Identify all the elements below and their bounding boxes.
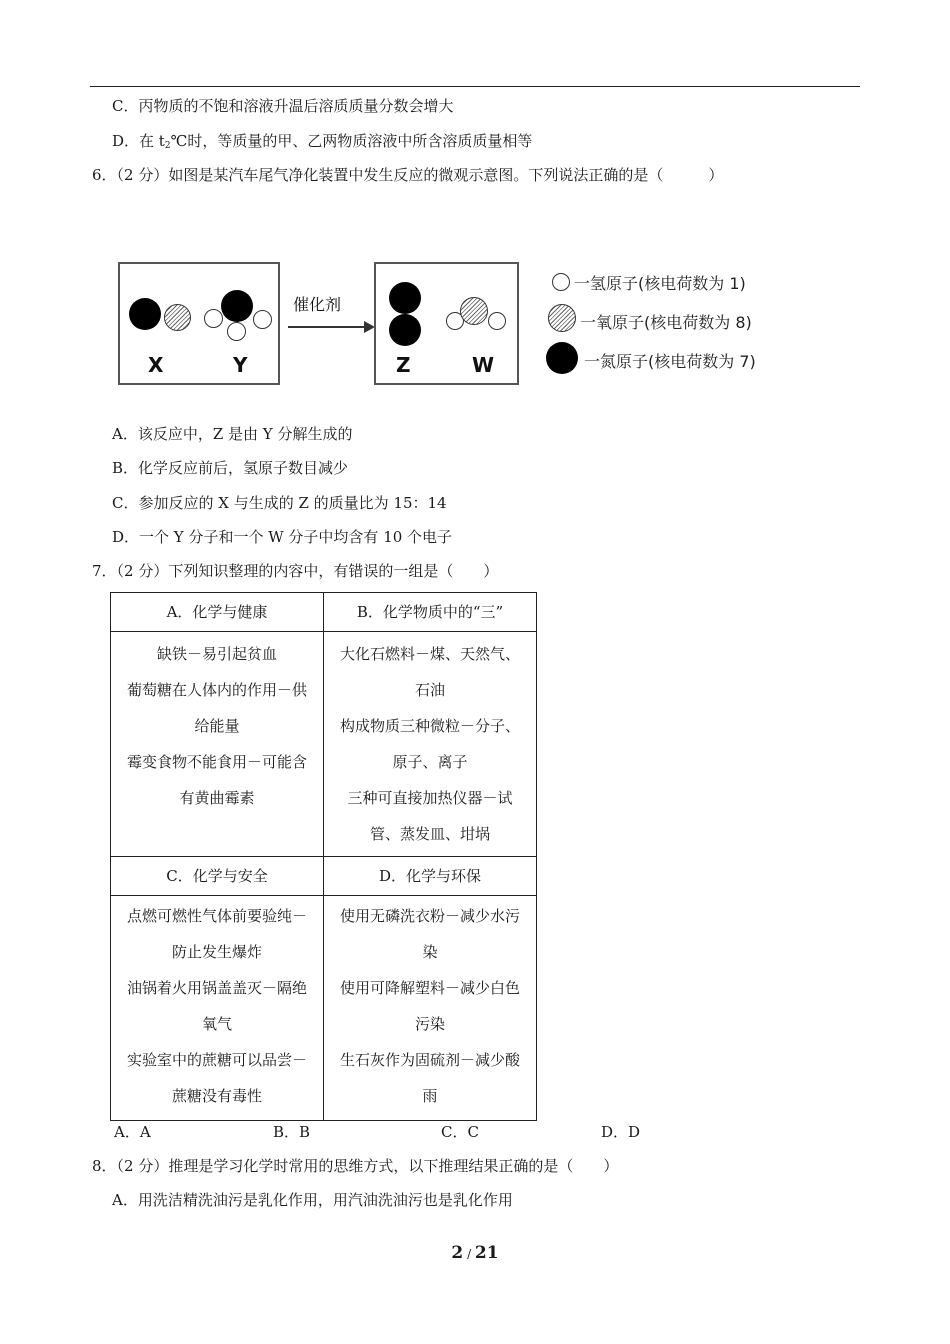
cell-line: 缺铁－易引起贫血 (156, 645, 277, 663)
cell-line: 三种可直接加热仪器－试 (347, 789, 513, 807)
cell-line: 防止发生爆炸 (171, 943, 262, 961)
nitrogen-atom (389, 314, 421, 346)
q7-stem: 7．（2 分）下列知识整理的内容中，有错误的一组是（ ） (92, 562, 499, 580)
legend-hydrogen: 一氢原子(核电荷数为 1) (574, 274, 746, 293)
table-cell-a (111, 632, 324, 857)
cell-line: 管、蒸发皿、坩埚 (369, 825, 490, 843)
table-cell-d (324, 896, 537, 1121)
cell-line: 霉变食物不能食用－可能含 (126, 753, 307, 771)
q6-option-a: A．该反应中，Z 是由 Y 分解生成的 (112, 425, 353, 443)
table-header-b: B．化学物质中的“三” (324, 593, 537, 632)
cell-line: 使用可降解塑料－减少白色 (339, 979, 520, 997)
legend-hydrogen-icon (552, 273, 570, 291)
hydrogen-atom (488, 312, 506, 330)
q7-answer-d: D．D (601, 1123, 641, 1141)
cell-line: 给能量 (194, 717, 240, 735)
legend-oxygen: 一氧原子(核电荷数为 8) (580, 313, 752, 332)
page-number: 2 / 21 (451, 1243, 499, 1263)
cell-line: 使用无磷洗衣粉－减少水污 (339, 907, 520, 925)
table-header-c: C．化学与安全 (111, 857, 324, 896)
hydrogen-atom (204, 309, 223, 328)
cell-line: 蔗糖没有毒性 (171, 1087, 262, 1105)
legend-nitrogen-icon (546, 342, 578, 374)
cell-line: 点燃可燃性气体前要验纯－ (126, 907, 307, 925)
table-cell-b (324, 632, 537, 857)
products-box (374, 262, 519, 385)
header-rule (90, 86, 860, 87)
molecule-label-w: W (472, 353, 495, 377)
cell-line: 葡萄糖在人体内的作用－供 (126, 681, 307, 699)
table-header-d: D．化学与环保 (324, 857, 537, 896)
hydrogen-atom (253, 310, 272, 329)
knowledge-table (110, 592, 537, 1121)
oxygen-atom (164, 304, 191, 331)
molecule-label-y: Y (233, 353, 248, 377)
table-cell-c (111, 896, 324, 1121)
cell-line: 污染 (414, 1015, 445, 1033)
q6-stem: 6．（2 分）如图是某汽车尾气净化装置中发生反应的微观示意图。下列说法正确的是（ ） (92, 166, 724, 184)
q8-option-a: A．用洗洁精洗油污是乳化作用，用汽油洗油污也是乳化作用 (112, 1191, 513, 1209)
cell-line: 石油 (414, 681, 445, 699)
hydrogen-atom (227, 322, 246, 341)
legend-nitrogen: 一氮原子(核电荷数为 7) (584, 352, 756, 371)
q5-option-c: C．丙物质的不饱和溶液升温后溶质质量分数会增大 (112, 97, 454, 115)
nitrogen-atom (389, 282, 421, 314)
q7-answer-a: A．A (114, 1123, 151, 1141)
reaction-arrow (288, 326, 366, 328)
q5-option-d: D．在 $t_2℃$时，等质量的甲、乙两物质溶液中所含溶质质量相等 (112, 132, 533, 151)
q7-answer-c: C．C (441, 1123, 479, 1141)
cell-line: 实验室中的蔗糖可以品尝－ (126, 1051, 307, 1069)
legend-oxygen-icon (548, 304, 576, 332)
cell-line: 染 (422, 943, 438, 961)
q6-option-b: B．化学反应前后，氢原子数目减少 (112, 459, 349, 477)
q6-option-d: D．一个 Y 分子和一个 W 分子中均含有 10 个电子 (112, 528, 453, 546)
reactants-box (118, 262, 280, 385)
reaction-diagram (118, 262, 808, 387)
catalyst-label: 催化剂 (293, 295, 342, 314)
nitrogen-atom (129, 298, 161, 330)
cell-line: 原子、离子 (392, 753, 468, 771)
oxygen-atom (460, 297, 488, 325)
cell-line: 有黄曲霉素 (179, 789, 255, 807)
molecule-label-x: X (148, 353, 164, 377)
molecule-label-z: Z (396, 353, 411, 377)
table-header-a: A．化学与健康 (111, 593, 324, 632)
cell-line: 氧气 (201, 1015, 232, 1033)
cell-line: 油锅着火用锅盖盖灭－隔绝 (126, 979, 307, 997)
cell-line: 构成物质三种微粒－分子、 (339, 717, 520, 735)
cell-line: 生石灰作为固硫剂－减少酸 (339, 1051, 520, 1069)
q8-stem: 8．（2 分）推理是学习化学时常用的思维方式，以下推理结果正确的是（ ） (92, 1157, 619, 1175)
cell-line: 大化石燃料－煤、天然气、 (339, 645, 520, 663)
cell-line: 雨 (422, 1087, 438, 1105)
nitrogen-atom (221, 290, 253, 322)
q7-answer-b: B．B (273, 1123, 311, 1141)
q6-option-c: C．参加反应的 X 与生成的 Z 的质量比为 15：14 (112, 494, 447, 512)
